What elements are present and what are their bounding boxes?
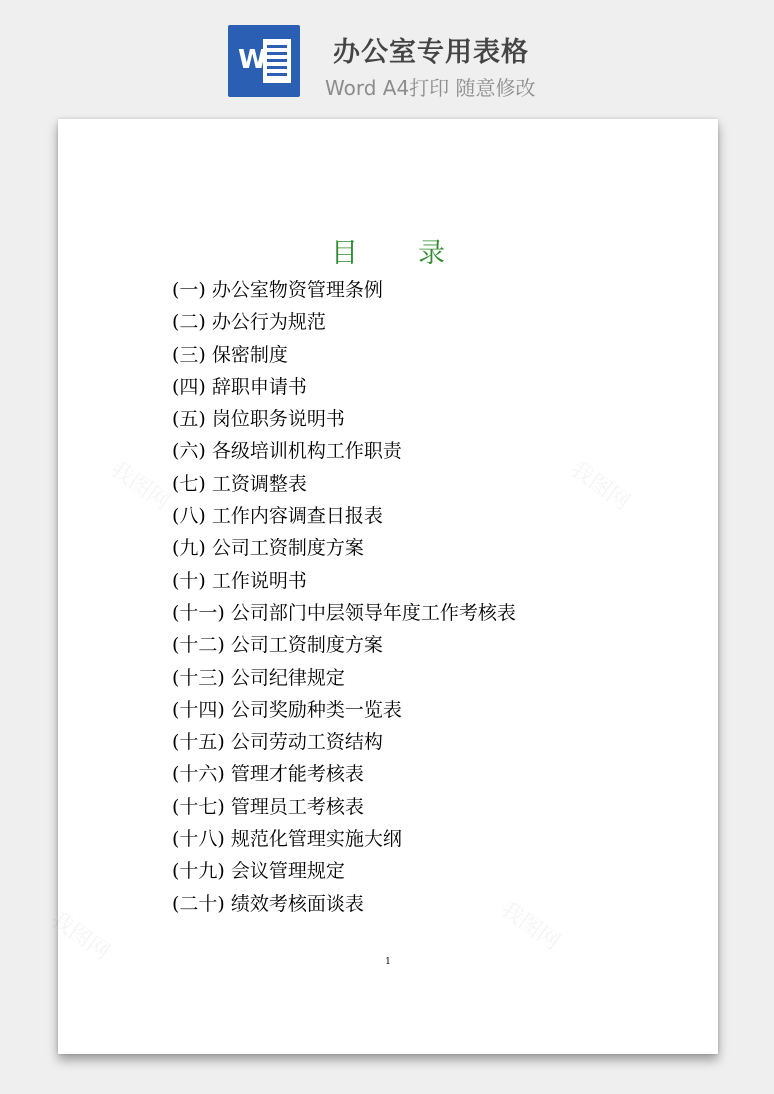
word-icon [228,25,300,97]
toc-item-text: 辞职申请书 [211,375,307,398]
toc-item-number: (九) [172,537,206,560]
toc-item-text: 公司工资制度方案 [230,634,383,657]
toc-item-text: 工资调整表 [211,472,307,495]
toc-item [172,855,516,887]
toc-item-text: 工作内容调查日报表 [211,505,383,528]
watermark [565,453,637,516]
toc-item-number: (八) [172,505,206,528]
page-number: 1 [385,957,391,967]
toc-item-number: (四) [172,375,206,398]
toc-item [172,403,516,435]
toc-item [172,823,516,855]
document-page [58,119,718,1054]
toc-item [172,532,516,564]
toc-item [172,758,516,790]
toc-item-number: (五) [172,408,206,431]
toc-item-text: 规范化管理实施大纲 [230,828,402,851]
toc-item-text: 岗位职务说明书 [211,408,345,431]
banner-title: 办公室专用表格 [333,37,529,68]
toc-item-text: 管理才能考核表 [230,763,364,786]
toc-item [172,694,516,726]
toc-item-number: (六) [172,440,206,463]
toc-item-number: (十八) [172,828,225,851]
toc-item-text: 会议管理规定 [230,860,345,883]
toc-item-number: (二十) [172,892,225,915]
toc-item-number: (十) [172,569,206,592]
toc-item-text: 办公行为规范 [211,311,326,334]
toc-item [172,629,516,661]
toc-title-right: 录 [418,238,445,269]
toc-item-number: (一) [172,279,206,301]
toc-item-number: (七) [172,472,206,495]
document-lines-icon [263,39,291,83]
toc-item [172,500,516,532]
toc-item-text: 工作说明书 [211,569,307,592]
toc-item [172,888,516,920]
toc-item-text: 公司劳动工资结构 [230,731,383,754]
toc-item-text: 公司纪律规定 [230,666,345,689]
toc-item-text: 管理员工考核表 [230,795,364,818]
toc-item [172,306,516,338]
toc-item-number: (十四) [172,698,225,721]
toc-item-number: (十九) [172,860,225,883]
toc-title-left: 目 [331,238,358,269]
toc-item-number: (十二) [172,634,225,657]
toc-item-number: (二) [172,311,206,334]
toc-item-text: 各级培训机构工作职责 [211,440,402,463]
toc-item-number: (十三) [172,666,225,689]
toc-item [172,726,516,758]
toc-list [172,274,516,920]
toc-item [172,274,516,306]
toc-item [172,468,516,500]
toc-title [58,231,718,270]
toc-item-text: 办公室物资管理条例 [211,279,383,301]
toc-item [172,565,516,597]
toc-item-text: 公司部门中层领导年度工作考核表 [230,601,516,624]
toc-item-number: (十七) [172,795,225,818]
toc-item-text: 公司工资制度方案 [211,537,364,560]
toc-item [172,662,516,694]
toc-item [172,597,516,629]
toc-item-text: 绩效考核面谈表 [230,892,364,915]
toc-item-number: (十六) [172,763,225,786]
toc-item-text: 公司奖励种类一览表 [230,698,402,721]
watermark [105,453,177,516]
word-icon-letter: W [238,45,267,75]
toc-item-number: (三) [172,343,206,366]
toc-item [172,791,516,823]
toc-item-number: (十一) [172,601,225,624]
toc-item [172,371,516,403]
banner-subtitle: Word A4打印 随意修改 [325,76,536,100]
toc-item [172,339,516,371]
banner [0,0,774,110]
toc-item-number: (十五) [172,731,225,754]
toc-item-text: 保密制度 [211,343,288,366]
toc-item [172,435,516,467]
